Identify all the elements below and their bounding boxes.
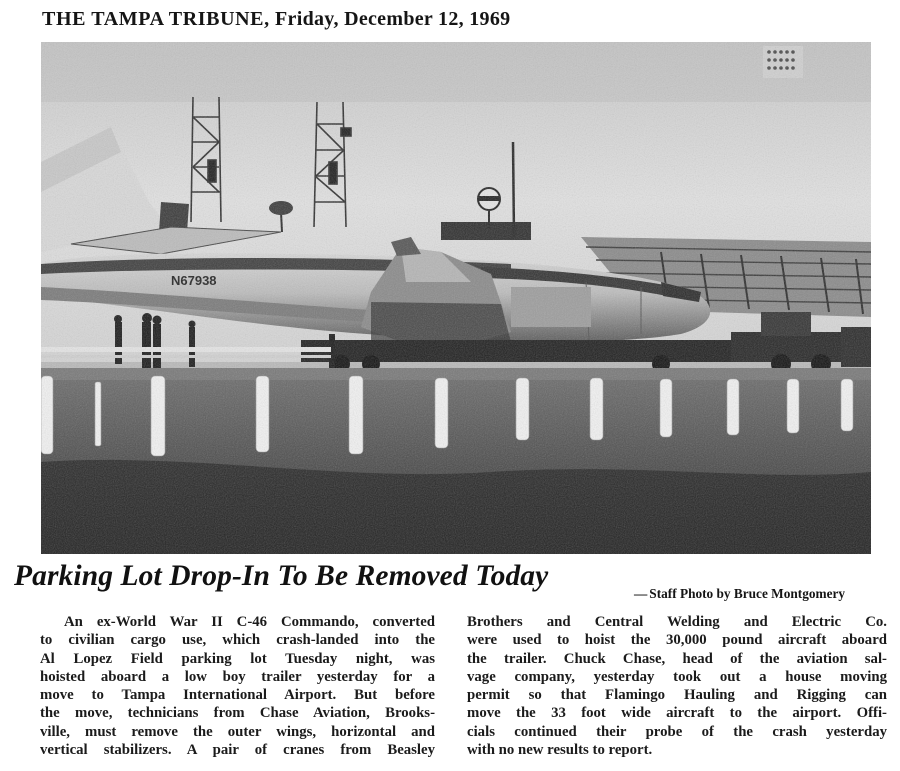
article-line: vertical stabilizers. A pair of cranes from Beasley [40,742,435,759]
article-line: Al Lopez Field parking lot Tuesday night, was [40,650,435,667]
article-line: were used to hoist the 30,000 pound aircraft aboard [467,632,887,649]
news-photo [41,42,871,554]
headline: Parking Lot Drop-In To Be Removed Today [14,560,549,592]
article-line: the move, technicians from Chase Aviation, Brooks- [40,705,435,722]
article-line: An ex-World War II C-46 Commando, converted [64,614,435,630]
credit-text: Staff Photo by Bruce Montgomery [649,586,846,601]
caption-header [14,560,894,606]
photo-credit [634,586,845,602]
article-line: move to Tampa International Airport. But before [40,687,435,704]
article-line: the trailer. Chuck Chase, head of the aviation sal- [467,650,887,667]
article-column-right [467,613,887,759]
article-line: permit so that Flamingo Hauling and Rigging can [467,687,887,704]
article-line: vage company, yesterday took out a house moving [467,668,887,685]
masthead [42,8,510,31]
article-line: with no new results to report. [467,742,653,759]
publication-date: Friday, December 12, 1969 [275,8,511,30]
article-line: Brothers and Central Welding and Electric Co. [467,614,887,630]
article-column-left [40,613,435,759]
credit-dash: — [634,586,648,601]
article-line: move the 33 foot wide aircraft to the airport. Offi- [467,705,887,722]
article-line: ville, must remove the outer wings, horizontal and [40,723,435,740]
newspaper-name: THE TAMPA TRIBUNE, [42,8,270,30]
article-line: cials continued their probe of the crash yesterday [467,723,887,740]
article-line: to civilian cargo use, which crash-landed into the [40,632,435,649]
article-line: hoisted aboard a low boy trailer yesterday for a [40,668,435,685]
